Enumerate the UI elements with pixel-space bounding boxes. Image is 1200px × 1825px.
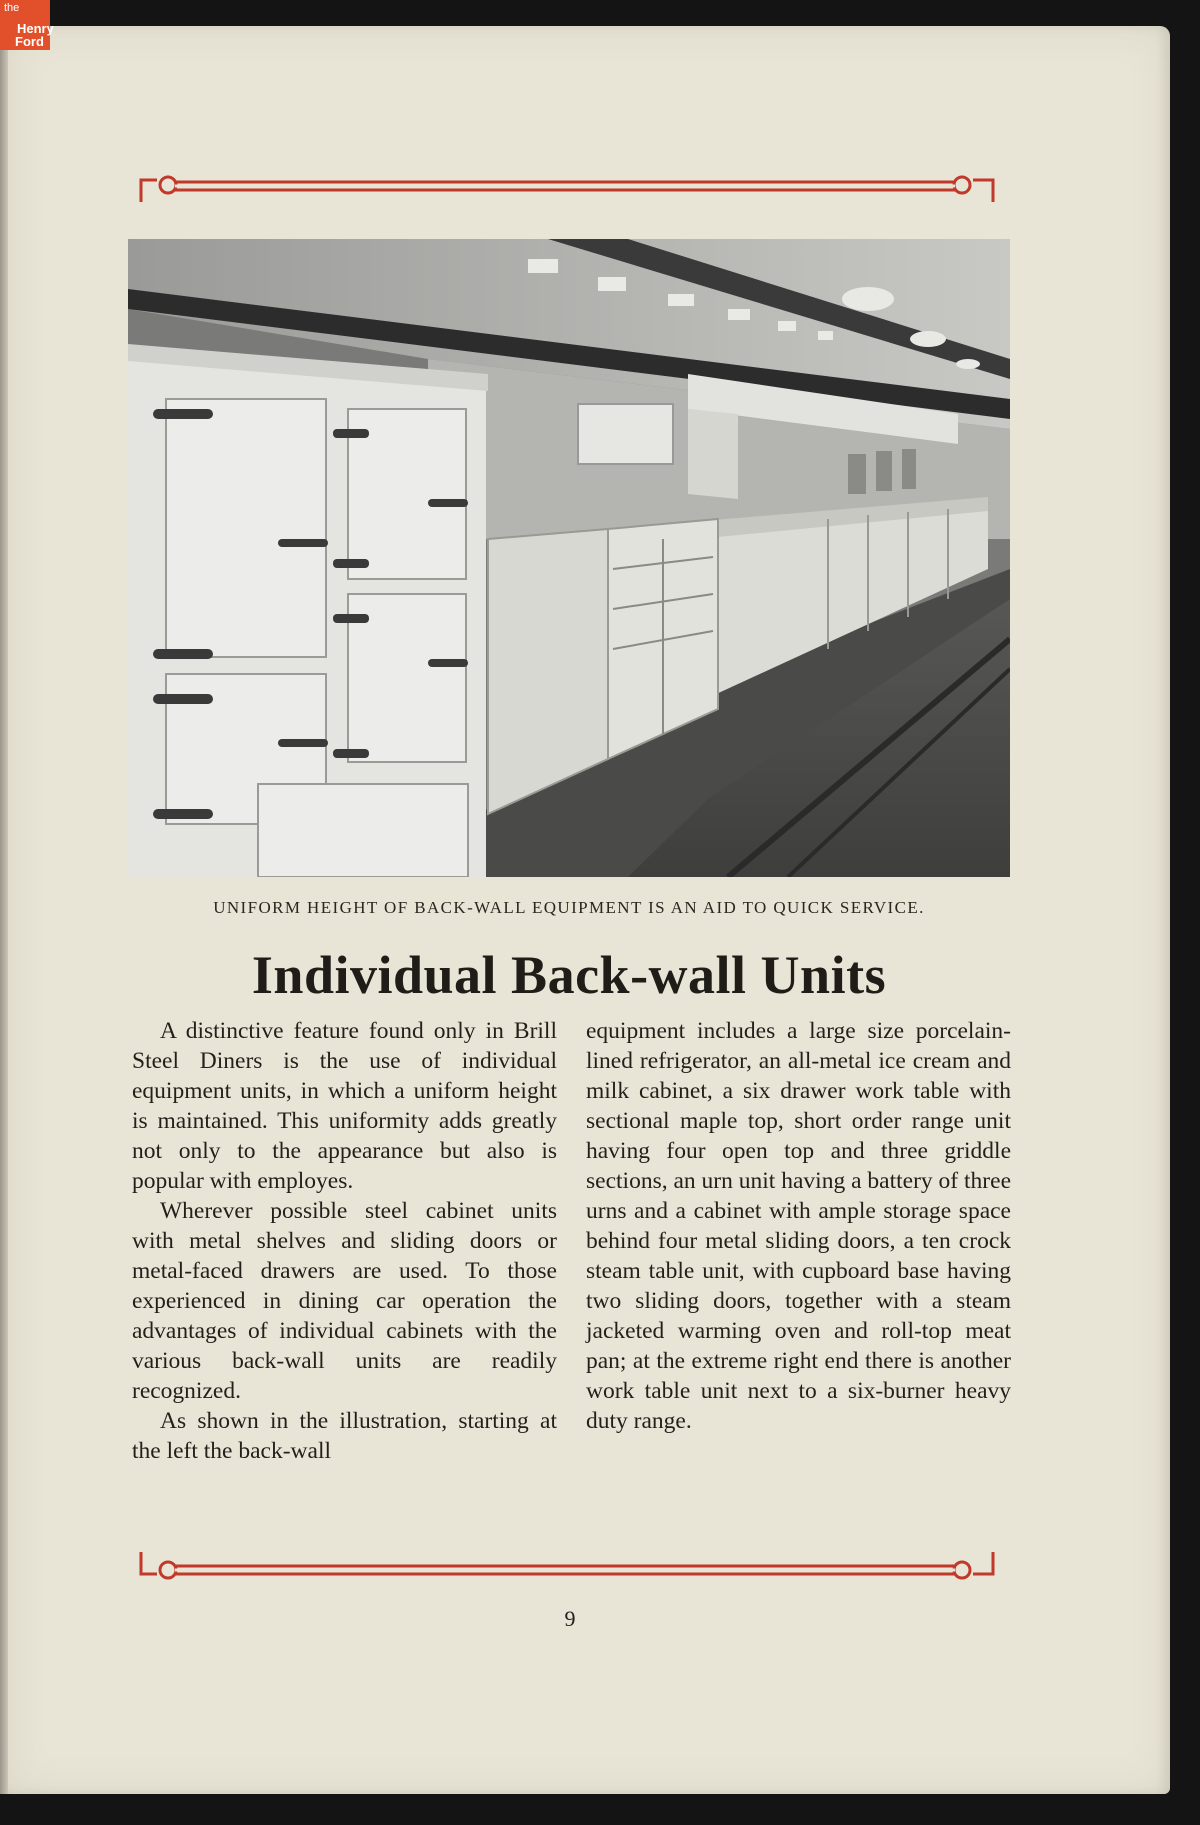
article-title: Individual Back-wall Units (251, 945, 887, 1005)
logo-line-2: Henry (17, 21, 54, 36)
henry-ford-logo (0, 0, 54, 50)
bottom-decorative-border (135, 1548, 1000, 1588)
top-decorative-border (135, 172, 1000, 212)
logo-line-3: Ford (15, 34, 44, 49)
right-paragraph-1: equipment includes a large size porcelain-lined refrigerator, an all-metal ice cream and milk cabinet, a six drawer work table with sectional maple top, short order range unit having four open top and three griddle sections, an urn unit having a battery of three urns and a cabinet with ample storage space behind four metal sliding doors, a ten crock steam table unit, with cupboard base having two sliding doors, together with a steam jacketed warming oven and roll-top meat pan; at the extreme right end there is another work table unit next to a six-burner heavy duty range. (586, 1018, 1011, 1434)
left-paragraph-2: Wherever possible steel cabinet units with metal shelves and sliding doors or metal-faced drawers are used. To those experienced in dining car operation the advantages of individual cabinets with the various back-wall units are readily recognized. (132, 1198, 557, 1404)
kitchen-photograph (128, 239, 1010, 877)
page-number: 9 (564, 1606, 576, 1631)
logo-line-1: the (4, 2, 20, 14)
figure-caption: UNIFORM HEIGHT OF BACK-WALL EQUIPMENT IS AN AID TO QUICK SERVICE. (213, 898, 925, 917)
right-text-column (586, 1016, 1011, 1436)
left-paragraph-3: As shown in the illustration, starting at the left the back-wall (132, 1408, 557, 1464)
left-text-column (132, 1016, 557, 1466)
left-paragraph-1: A distinctive feature found only in Brill Steel Diners is the use of individual equipment units, in which a uniform height is maintained. This uniformity adds greatly not only to the appearance but also is popular with employes. (132, 1018, 557, 1194)
photo-illustration (128, 239, 1010, 877)
